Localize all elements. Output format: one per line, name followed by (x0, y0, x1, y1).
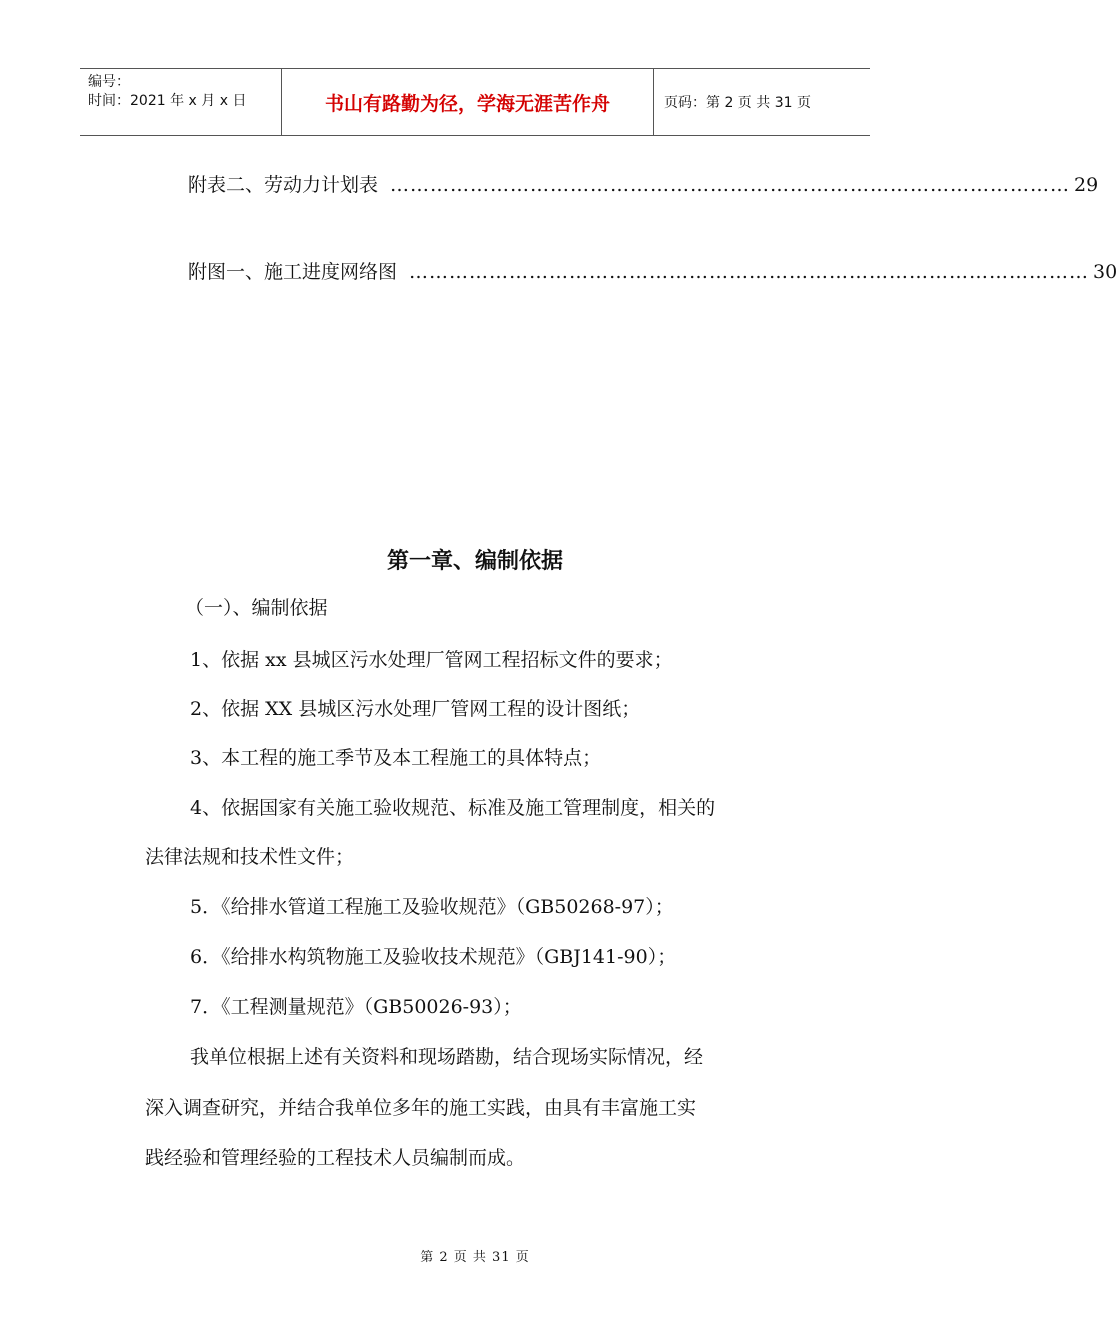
toc-entry-label: 附图一、施工进度网络图 (188, 261, 398, 283)
summary-line: 深入调查研究，并结合我单位多年的施工实践，由具有丰富施工实 (145, 1097, 697, 1119)
document-header (80, 68, 870, 136)
chapter-title: 第一章、编制依据 (386, 549, 563, 574)
toc-leader-dots: ………………………………………………………………………………………… (409, 261, 1090, 283)
header-meta (80, 69, 282, 135)
document-time-label: 时间：2021 年 x 月 x 日 (88, 93, 247, 109)
header-page-info: 页码：第 2 页 共 31 页 (664, 95, 811, 111)
basis-item: 5．《给排水管道工程施工及验收规范》（GB50268-97）； (190, 896, 674, 918)
basis-item: 2、依据 XX 县城区污水处理厂管网工程的设计图纸； (190, 698, 641, 720)
toc-entry-label: 附表二、劳动力计划表 (188, 174, 379, 196)
toc-entry[interactable] (188, 257, 1117, 287)
toc-leader-dots: ………………………………………………………………………………………… (390, 174, 1071, 196)
toc-entry-page: 29 (1074, 174, 1099, 196)
basis-item: 3、本工程的施工季节及本工程施工的具体特点； (190, 747, 602, 769)
basis-item-continued: 法律法规和技术性文件； (145, 846, 355, 868)
header-motto: 书山有路勤为径，学海无涯苦作舟 (282, 69, 654, 135)
page-footer: 第 2 页 共 31 页 (420, 1250, 530, 1265)
toc-entry[interactable] (188, 170, 1099, 200)
basis-item: 7．《工程测量规范》（GB50026-93）； (190, 996, 522, 1018)
document-number-label: 编号： (88, 74, 130, 90)
basis-item: 1、依据 xx 县城区污水处理厂管网工程招标文件的要求； (190, 649, 673, 671)
summary-line: 我单位根据上述有关资料和现场踏勘，结合现场实际情况，经 (190, 1046, 704, 1068)
section-title: （一）、编制依据 (185, 597, 328, 619)
basis-item: 4、依据国家有关施工验收规范、标准及施工管理制度，相关的 (190, 797, 716, 819)
summary-line: 践经验和管理经验的工程技术人员编制而成。 (145, 1147, 526, 1169)
toc-entry-page: 30 (1093, 261, 1117, 283)
basis-item: 6．《给排水构筑物施工及验收技术规范》（GBJ141-90）； (190, 946, 677, 968)
